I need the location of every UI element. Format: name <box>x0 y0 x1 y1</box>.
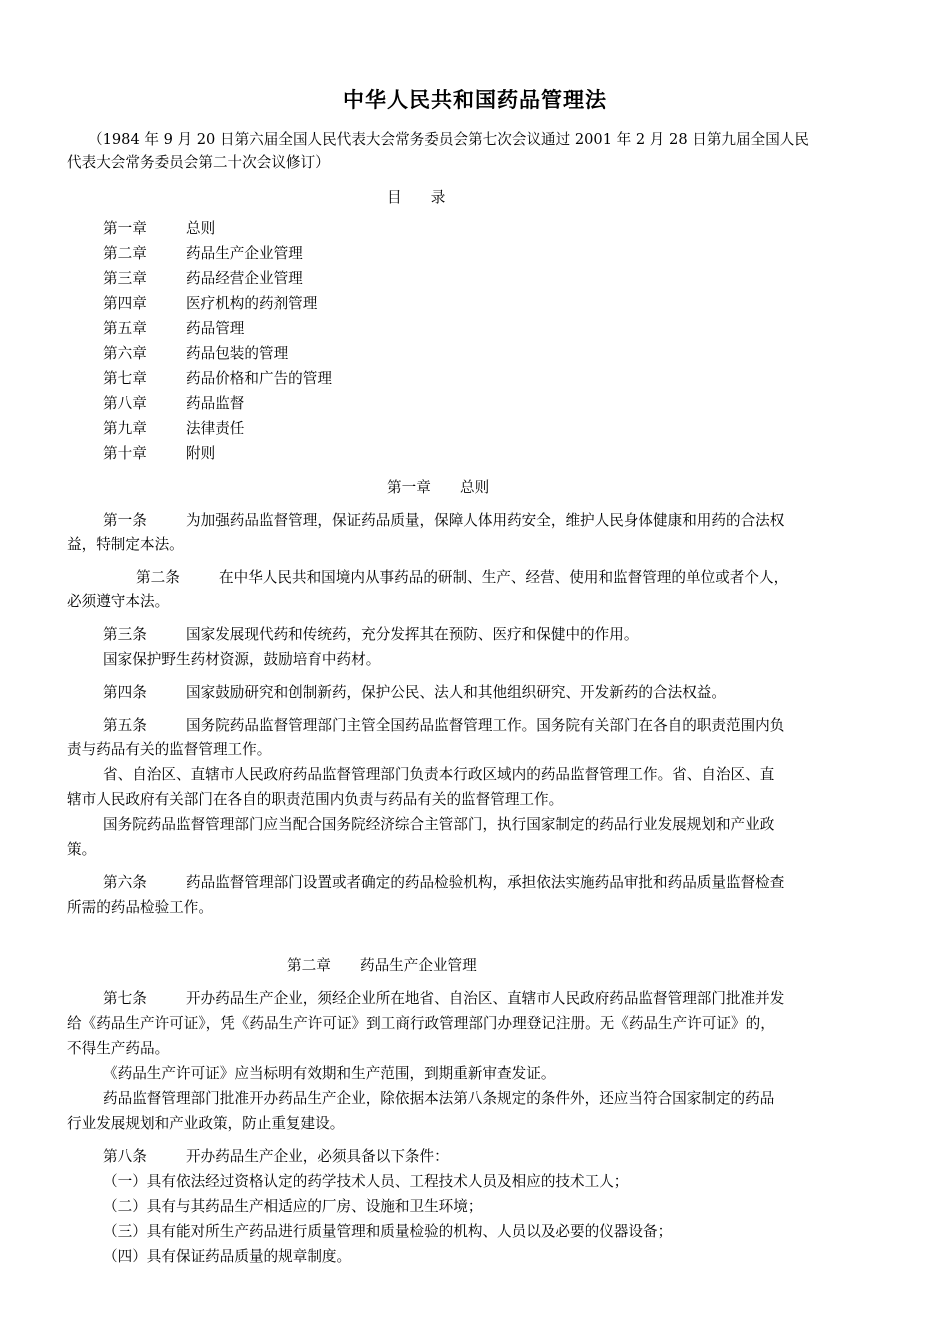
article-4-text: 国家鼓励研究和创制新药，保护公民、法人和其他组织研究、开发新药的合法权益。 <box>186 684 726 701</box>
article-8-text: 开办药品生产企业，必须具备以下条件： <box>186 1148 449 1165</box>
article-8-item: （二）具有与其药品生产相适应的厂房、设施和卫生环境； <box>103 1198 483 1215</box>
article-7-text: 开办药品生产企业，须经企业所在地省、自治区、直辖市人民政府药品监督管理部门批准并发 <box>186 990 785 1007</box>
toc-item-num: 第七章 <box>103 370 147 387</box>
article-4-number: 第四条 <box>103 684 147 701</box>
article-7-text-cont: 不得生产药品。 <box>67 1040 170 1057</box>
toc-item-name: 附则 <box>186 445 216 462</box>
preamble-line-1: （1984 年 9 月 20 日第六届全国人民代表大会常务委员会第七次会议通过 2001 年 2 月 28 日第九届全国人民 <box>88 131 809 148</box>
article-5-para-2-cont: 辖市人民政府有关部门在各自的职责范围内负责与药品有关的监督管理工作。 <box>67 791 564 808</box>
article-7-para-3-cont: 行业发展规划和产业政策，防止重复建设。 <box>67 1115 345 1132</box>
article-3-para-2: 国家保护野生药材资源，鼓励培育中药材。 <box>103 651 381 668</box>
toc-item-name: 药品价格和广告的管理 <box>186 370 332 387</box>
article-8-item: （一）具有依法经过资格认定的药学技术人员、工程技术人员及相应的技术工人； <box>103 1173 629 1190</box>
toc-item-name: 药品监督 <box>186 395 245 412</box>
toc-heading: 目 录 <box>387 189 446 206</box>
toc-item-name: 药品生产企业管理 <box>186 245 303 262</box>
article-5-para-2: 省、自治区、直辖市人民政府药品监督管理部门负责本行政区域内的药品监督管理工作。省、自治区、直 <box>103 766 775 783</box>
article-2-text: 在中华人民共和国境内从事药品的研制、生产、经营、使用和监督管理的单位或者个人， <box>219 569 789 586</box>
article-5-number: 第五条 <box>103 717 147 734</box>
article-1-number: 第一条 <box>103 512 147 529</box>
toc-item-num: 第二章 <box>103 245 147 262</box>
toc-item-num: 第五章 <box>103 320 147 337</box>
toc-item-name: 法律责任 <box>186 420 245 437</box>
article-6-number: 第六条 <box>103 874 147 891</box>
article-8-item: （三）具有能对所生产药品进行质量管理和质量检验的机构、人员以及必要的仪器设备； <box>103 1223 673 1240</box>
article-7-para-3: 药品监督管理部门批准开办药品生产企业，除依据本法第八条规定的条件外，还应当符合国家制定的药品 <box>103 1090 775 1107</box>
article-7-number: 第七条 <box>103 990 147 1007</box>
toc-item-name: 药品管理 <box>186 320 245 337</box>
article-7-para-2: 《药品生产许可证》应当标明有效期和生产范围，到期重新审查发证。 <box>103 1065 556 1082</box>
toc-item-num: 第三章 <box>103 270 147 287</box>
toc-item-name: 药品经营企业管理 <box>186 270 303 287</box>
article-2-text-cont: 必须遵守本法。 <box>67 593 170 610</box>
toc-item-num: 第一章 <box>103 220 147 237</box>
article-3-number: 第三条 <box>103 626 147 643</box>
article-5-text: 国务院药品监督管理部门主管全国药品监督管理工作。国务院有关部门在各自的职责范围内负 <box>186 717 785 734</box>
toc-item-num: 第六章 <box>103 345 147 362</box>
article-5-para-3-cont: 策。 <box>67 841 97 858</box>
toc-item-num: 第十章 <box>103 445 147 462</box>
toc-item-name: 药品包装的管理 <box>186 345 289 362</box>
article-8-item: （四）具有保证药品质量的规章制度。 <box>103 1248 352 1265</box>
toc-item-name: 医疗机构的药剂管理 <box>186 295 318 312</box>
document-title: 中华人民共和国药品管理法 <box>343 88 607 112</box>
article-1-text: 为加强药品监督管理，保证药品质量，保障人体用药安全，维护人民身体健康和用药的合法权 <box>186 512 785 529</box>
toc-item-num: 第四章 <box>103 295 147 312</box>
article-7-text-cont: 给《药品生产许可证》，凭《药品生产许可证》到工商行政管理部门办理登记注册。无《药品生产许可证》的， <box>67 1015 775 1032</box>
article-5-para-3: 国务院药品监督管理部门应当配合国务院经济综合主管部门，执行国家制定的药品行业发展规划和产业政 <box>103 816 775 833</box>
toc-item-num: 第八章 <box>103 395 147 412</box>
article-6-text: 药品监督管理部门设置或者确定的药品检验机构，承担依法实施药品审批和药品质量监督检查 <box>186 874 785 891</box>
article-8-number: 第八条 <box>103 1148 147 1165</box>
article-5-text-cont: 责与药品有关的监督管理工作。 <box>67 741 272 758</box>
preamble-line-2: 代表大会常务委员会第二十次会议修订） <box>67 154 330 171</box>
chapter-2-heading: 第二章 药品生产企业管理 <box>287 957 477 974</box>
article-2-number: 第二条 <box>136 569 180 586</box>
article-3-text: 国家发展现代药和传统药，充分发挥其在预防、医疗和保健中的作用。 <box>186 626 639 643</box>
article-6-text-cont: 所需的药品检验工作。 <box>67 899 213 916</box>
toc-item-num: 第九章 <box>103 420 147 437</box>
article-1-text-cont: 益，特制定本法。 <box>67 536 184 553</box>
toc-item-name: 总则 <box>186 220 216 237</box>
chapter-1-heading: 第一章 总则 <box>387 479 490 496</box>
